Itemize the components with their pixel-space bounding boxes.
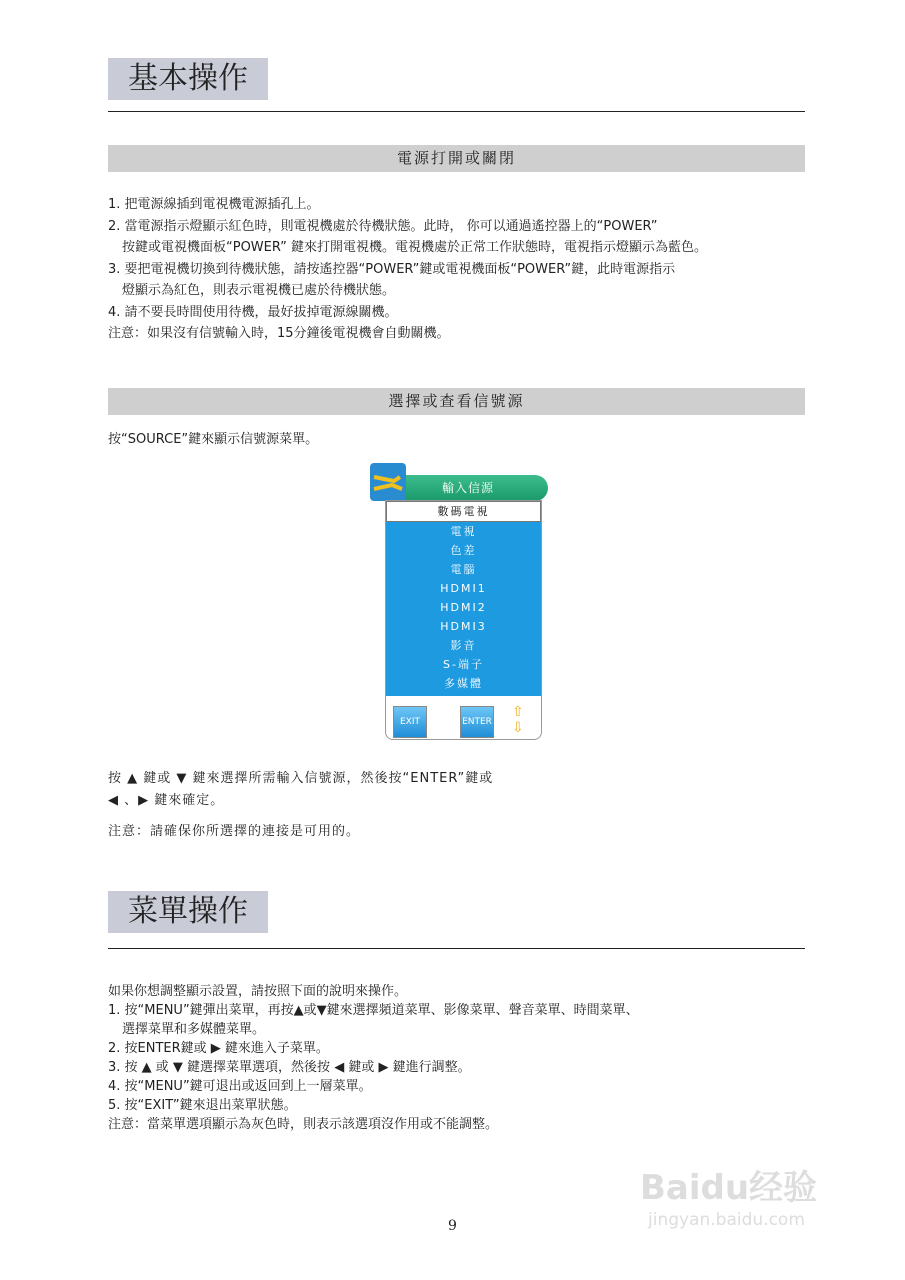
line: 選擇菜單和多媒體菜單。 (122, 1022, 266, 1037)
subheading-source: 選擇或查看信號源 (108, 388, 805, 415)
select-instructions (108, 768, 493, 811)
source-item: HDMI3 (440, 620, 487, 633)
divider (108, 111, 805, 112)
exit-button: EXIT (393, 706, 427, 738)
source-item: 色差 (450, 544, 477, 557)
enter-button: ENTER (460, 706, 494, 738)
line: 3. 按 ▲ 或 ▼ 鍵選擇菜單選項，然後按 ◀ 鍵或 ▶ 鍵進行調整。 (108, 1060, 471, 1075)
source-note: 注意：請確保你所選擇的連接是可用的。 (108, 824, 361, 839)
up-down-arrows-icon: ⇧ ⇩ (512, 704, 524, 736)
line: 4. 按“MENU”鍵可退出或返回到上一層菜單。 (108, 1079, 372, 1094)
menu-instructions (108, 982, 639, 1134)
line: 按 ▲ 鍵或 ▼ 鍵來選擇所需輸入信號源，然後按“ENTER”鍵或 (108, 771, 494, 786)
source-item: 影音 (450, 639, 477, 652)
line: ◀ 、▶ 鍵來確定。 (108, 792, 225, 808)
line: 2. 按ENTER鍵或 ▶ 鍵來進入子菜單。 (108, 1041, 329, 1056)
line: 3. 要把電視機切換到待機狀態，請按遙控器“POWER”鍵或電視機面板“POWER”鍵，此時電源指示 (108, 261, 676, 277)
source-item: 電視 (450, 525, 477, 538)
input-source-menu-figure (370, 463, 550, 743)
line: 5. 按“EXIT”鍵來退出菜單狀態。 (108, 1098, 297, 1113)
source-intro: 按“SOURCE”鍵來顯示信號源菜單。 (108, 432, 319, 447)
menu-title: 輸入信源 (388, 475, 548, 501)
section-title-basic: 基本操作 (108, 58, 268, 100)
source-item: 多媒體 (444, 677, 483, 690)
source-item: 數碼電視 (386, 501, 541, 522)
line: 注意：當菜單選項顯示為灰色時，則表示該選項沒作用或不能調整。 (108, 1117, 499, 1132)
source-item: HDMI1 (440, 582, 487, 595)
source-item: 電腦 (450, 563, 477, 576)
line: 1. 按“MENU”鍵彈出菜單，再按▲或▼鍵來選擇頻道菜單、影像菜單、聲音菜單、時間菜單、 (108, 1003, 639, 1018)
baidu-watermark-url: jingyan.baidu.com (648, 1210, 805, 1230)
section-title-menu: 菜單操作 (108, 891, 268, 933)
line: 2. 當電源指示燈顯示紅色時，則電視機處於待機狀態。此時， 你可以通過遙控器上的“POWER” (108, 218, 658, 234)
source-item: HDMI2 (440, 601, 487, 614)
divider (108, 948, 805, 949)
line: 1. 把電源線插到電視機電源插孔上。 (108, 197, 320, 212)
power-instructions (108, 194, 707, 345)
menu-panel (385, 500, 542, 740)
subheading-power: 電源打開或關閉 (108, 145, 805, 172)
baidu-watermark-logo: Baidu经验 (640, 1168, 818, 1208)
line: 燈顯示為紅色，則表示電視機已處於待機狀態。 (122, 283, 396, 298)
line: 如果你想調整顯示設置，請按照下面的說明來操作。 (108, 984, 408, 999)
plug-icon (370, 463, 406, 501)
source-list (386, 501, 541, 696)
source-item: S-端子 (443, 658, 484, 671)
page-number: 9 (448, 1218, 457, 1234)
line: 注意：如果沒有信號輸入時，15分鐘後電視機會自動關機。 (108, 326, 450, 341)
line: 4. 請不要長時間使用待機，最好拔掉電源線關機。 (108, 304, 398, 320)
line: 按鍵或電視機面板“POWER” 鍵來打開電視機。電視機處於正常工作狀態時，電視指示燈顯示為藍色。 (122, 240, 707, 255)
